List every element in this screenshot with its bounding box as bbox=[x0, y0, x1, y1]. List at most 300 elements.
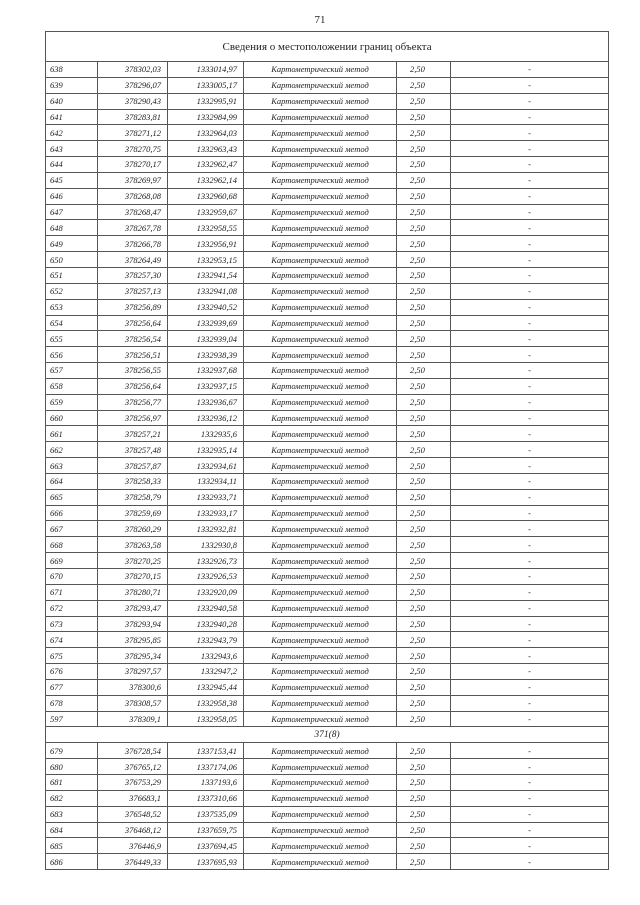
point-number-cell: 639 bbox=[46, 77, 98, 93]
point-number-cell: 650 bbox=[46, 252, 98, 268]
method-cell: Картометрический метод bbox=[244, 838, 397, 854]
note-cell: - bbox=[451, 125, 609, 141]
coordinate-y-cell: 1332932,81 bbox=[168, 521, 244, 537]
point-number-cell: 660 bbox=[46, 410, 98, 426]
point-number-cell: 662 bbox=[46, 442, 98, 458]
point-number-cell: 653 bbox=[46, 299, 98, 315]
table-row bbox=[46, 553, 609, 569]
coordinate-y-cell: 1332930,8 bbox=[168, 537, 244, 553]
table-row bbox=[46, 125, 609, 141]
coordinate-y-cell: 1332934,11 bbox=[168, 473, 244, 489]
table-row bbox=[46, 473, 609, 489]
coordinate-y-cell: 1332933,71 bbox=[168, 489, 244, 505]
method-cell: Картометрический метод bbox=[244, 410, 397, 426]
precision-cell: 2,50 bbox=[397, 410, 451, 426]
coordinate-y-cell: 1332926,73 bbox=[168, 553, 244, 569]
note-cell: - bbox=[451, 188, 609, 204]
table-row bbox=[46, 822, 609, 838]
table-row bbox=[46, 711, 609, 727]
point-number-cell: 668 bbox=[46, 537, 98, 553]
method-cell: Картометрический метод bbox=[244, 774, 397, 790]
method-cell: Картометрический метод bbox=[244, 125, 397, 141]
coordinate-y-cell: 1332935,14 bbox=[168, 442, 244, 458]
precision-cell: 2,50 bbox=[397, 172, 451, 188]
precision-cell: 2,50 bbox=[397, 537, 451, 553]
table-row bbox=[46, 93, 609, 109]
table-row bbox=[46, 632, 609, 648]
note-cell: - bbox=[451, 569, 609, 585]
table-row bbox=[46, 774, 609, 790]
point-number-cell: 672 bbox=[46, 600, 98, 616]
note-cell: - bbox=[451, 283, 609, 299]
coordinate-y-cell: 1332947,2 bbox=[168, 664, 244, 680]
table-row bbox=[46, 394, 609, 410]
precision-cell: 2,50 bbox=[397, 378, 451, 394]
coordinate-x-cell: 378309,1 bbox=[98, 711, 168, 727]
method-cell: Картометрический метод bbox=[244, 664, 397, 680]
point-number-cell: 670 bbox=[46, 569, 98, 585]
point-number-cell: 641 bbox=[46, 109, 98, 125]
precision-cell: 2,50 bbox=[397, 77, 451, 93]
method-cell: Картометрический метод bbox=[244, 759, 397, 775]
coordinate-y-cell: 1332935,6 bbox=[168, 426, 244, 442]
coordinate-y-cell: 1332937,68 bbox=[168, 363, 244, 379]
coordinate-x-cell: 378270,75 bbox=[98, 141, 168, 157]
method-cell: Картометрический метод bbox=[244, 157, 397, 173]
precision-cell: 2,50 bbox=[397, 157, 451, 173]
point-number-cell: 648 bbox=[46, 220, 98, 236]
table-row bbox=[46, 743, 609, 759]
table-row bbox=[46, 378, 609, 394]
coordinate-x-cell: 378256,55 bbox=[98, 363, 168, 379]
precision-cell: 2,50 bbox=[397, 759, 451, 775]
coordinate-x-cell: 378258,79 bbox=[98, 489, 168, 505]
precision-cell: 2,50 bbox=[397, 426, 451, 442]
point-number-cell: 666 bbox=[46, 505, 98, 521]
point-number-cell: 664 bbox=[46, 473, 98, 489]
coordinate-y-cell: 1332920,09 bbox=[168, 584, 244, 600]
note-cell: - bbox=[451, 473, 609, 489]
precision-cell: 2,50 bbox=[397, 204, 451, 220]
coordinate-x-cell: 378256,64 bbox=[98, 378, 168, 394]
method-cell: Картометрический метод bbox=[244, 553, 397, 569]
coordinate-x-cell: 378257,87 bbox=[98, 458, 168, 474]
coordinate-y-cell: 1332939,69 bbox=[168, 315, 244, 331]
table-row bbox=[46, 426, 609, 442]
coordinate-x-cell: 378290,43 bbox=[98, 93, 168, 109]
method-cell: Картометрический метод bbox=[244, 695, 397, 711]
note-cell: - bbox=[451, 822, 609, 838]
method-cell: Картометрический метод bbox=[244, 188, 397, 204]
coordinate-y-cell: 1337153,41 bbox=[168, 743, 244, 759]
coordinate-x-cell: 376753,29 bbox=[98, 774, 168, 790]
precision-cell: 2,50 bbox=[397, 521, 451, 537]
coordinate-x-cell: 378257,30 bbox=[98, 267, 168, 283]
precision-cell: 2,50 bbox=[397, 236, 451, 252]
point-number-cell: 667 bbox=[46, 521, 98, 537]
method-cell: Картометрический метод bbox=[244, 679, 397, 695]
method-cell: Картометрический метод bbox=[244, 252, 397, 268]
coordinate-x-cell: 378259,69 bbox=[98, 505, 168, 521]
precision-cell: 2,50 bbox=[397, 838, 451, 854]
precision-cell: 2,50 bbox=[397, 505, 451, 521]
point-number-cell: 647 bbox=[46, 204, 98, 220]
coordinate-x-cell: 378267,78 bbox=[98, 220, 168, 236]
precision-cell: 2,50 bbox=[397, 695, 451, 711]
page-number: 71 bbox=[314, 14, 326, 26]
note-cell: - bbox=[451, 252, 609, 268]
section-row bbox=[46, 727, 609, 743]
point-number-cell: 676 bbox=[46, 664, 98, 680]
coordinate-y-cell: 1337193,6 bbox=[168, 774, 244, 790]
note-cell: - bbox=[451, 331, 609, 347]
boundary-coordinates-table bbox=[45, 31, 608, 870]
precision-cell: 2,50 bbox=[397, 854, 451, 870]
table-row bbox=[46, 664, 609, 680]
note-cell: - bbox=[451, 347, 609, 363]
coordinate-y-cell: 1332962,14 bbox=[168, 172, 244, 188]
coordinate-y-cell: 1332964,03 bbox=[168, 125, 244, 141]
table-row bbox=[46, 62, 609, 78]
method-cell: Картометрический метод bbox=[244, 505, 397, 521]
coordinate-x-cell: 376468,12 bbox=[98, 822, 168, 838]
table-row bbox=[46, 838, 609, 854]
point-number-cell: 646 bbox=[46, 188, 98, 204]
point-number-cell: 659 bbox=[46, 394, 98, 410]
method-cell: Картометрический метод bbox=[244, 315, 397, 331]
method-cell: Картометрический метод bbox=[244, 394, 397, 410]
precision-cell: 2,50 bbox=[397, 790, 451, 806]
precision-cell: 2,50 bbox=[397, 299, 451, 315]
coordinate-y-cell: 1332958,55 bbox=[168, 220, 244, 236]
table-row bbox=[46, 347, 609, 363]
table-row bbox=[46, 299, 609, 315]
table-row bbox=[46, 109, 609, 125]
precision-cell: 2,50 bbox=[397, 315, 451, 331]
note-cell: - bbox=[451, 537, 609, 553]
table-title: Сведения о местоположении границ объекта bbox=[46, 32, 609, 62]
method-cell: Картометрический метод bbox=[244, 711, 397, 727]
precision-cell: 2,50 bbox=[397, 743, 451, 759]
method-cell: Картометрический метод bbox=[244, 600, 397, 616]
precision-cell: 2,50 bbox=[397, 283, 451, 299]
coordinate-y-cell: 1332936,67 bbox=[168, 394, 244, 410]
coordinate-y-cell: 1332938,39 bbox=[168, 347, 244, 363]
point-number-cell: 656 bbox=[46, 347, 98, 363]
table-row bbox=[46, 569, 609, 585]
coordinate-x-cell: 378266,78 bbox=[98, 236, 168, 252]
table-row bbox=[46, 267, 609, 283]
coordinate-x-cell: 378256,89 bbox=[98, 299, 168, 315]
method-cell: Картометрический метод bbox=[244, 648, 397, 664]
precision-cell: 2,50 bbox=[397, 125, 451, 141]
table-row bbox=[46, 695, 609, 711]
coordinate-y-cell: 1332995,91 bbox=[168, 93, 244, 109]
note-cell: - bbox=[451, 410, 609, 426]
coordinate-y-cell: 1332956,91 bbox=[168, 236, 244, 252]
table-row bbox=[46, 806, 609, 822]
precision-cell: 2,50 bbox=[397, 822, 451, 838]
method-cell: Картометрический метод bbox=[244, 77, 397, 93]
table-row bbox=[46, 172, 609, 188]
precision-cell: 2,50 bbox=[397, 62, 451, 78]
coordinate-x-cell: 378271,12 bbox=[98, 125, 168, 141]
coordinate-x-cell: 378270,15 bbox=[98, 569, 168, 585]
point-number-cell: 678 bbox=[46, 695, 98, 711]
coordinate-x-cell: 378257,48 bbox=[98, 442, 168, 458]
coordinate-y-cell: 1332939,04 bbox=[168, 331, 244, 347]
coordinate-y-cell: 1332936,12 bbox=[168, 410, 244, 426]
note-cell: - bbox=[451, 584, 609, 600]
note-cell: - bbox=[451, 711, 609, 727]
note-cell: - bbox=[451, 315, 609, 331]
point-number-cell: 640 bbox=[46, 93, 98, 109]
coordinate-y-cell: 1332941,08 bbox=[168, 283, 244, 299]
coordinate-x-cell: 378269,97 bbox=[98, 172, 168, 188]
coordinate-y-cell: 1332960,68 bbox=[168, 188, 244, 204]
method-cell: Картометрический метод bbox=[244, 489, 397, 505]
method-cell: Картометрический метод bbox=[244, 172, 397, 188]
note-cell: - bbox=[451, 759, 609, 775]
coordinate-y-cell: 1332953,15 bbox=[168, 252, 244, 268]
table-row bbox=[46, 77, 609, 93]
point-number-cell: 685 bbox=[46, 838, 98, 854]
note-cell: - bbox=[451, 838, 609, 854]
method-cell: Картометрический метод bbox=[244, 236, 397, 252]
method-cell: Картометрический метод bbox=[244, 632, 397, 648]
coordinate-x-cell: 376728,54 bbox=[98, 743, 168, 759]
precision-cell: 2,50 bbox=[397, 220, 451, 236]
coordinate-y-cell: 1332984,99 bbox=[168, 109, 244, 125]
method-cell: Картометрический метод bbox=[244, 569, 397, 585]
coordinate-y-cell: 1332933,17 bbox=[168, 505, 244, 521]
note-cell: - bbox=[451, 664, 609, 680]
point-number-cell: 684 bbox=[46, 822, 98, 838]
coordinate-x-cell: 376548,52 bbox=[98, 806, 168, 822]
method-cell: Картометрический метод bbox=[244, 347, 397, 363]
note-cell: - bbox=[451, 600, 609, 616]
table-row bbox=[46, 600, 609, 616]
coordinate-x-cell: 378256,97 bbox=[98, 410, 168, 426]
coordinate-y-cell: 1332940,58 bbox=[168, 600, 244, 616]
note-cell: - bbox=[451, 458, 609, 474]
point-number-cell: 663 bbox=[46, 458, 98, 474]
coordinate-y-cell: 1332958,05 bbox=[168, 711, 244, 727]
coordinate-y-cell: 1337659,75 bbox=[168, 822, 244, 838]
table-row bbox=[46, 204, 609, 220]
coordinate-x-cell: 378270,25 bbox=[98, 553, 168, 569]
coordinate-y-cell: 1337310,66 bbox=[168, 790, 244, 806]
table-row bbox=[46, 157, 609, 173]
precision-cell: 2,50 bbox=[397, 394, 451, 410]
table-row bbox=[46, 521, 609, 537]
point-number-cell: 638 bbox=[46, 62, 98, 78]
precision-cell: 2,50 bbox=[397, 93, 451, 109]
coordinate-y-cell: 1333005,17 bbox=[168, 77, 244, 93]
note-cell: - bbox=[451, 378, 609, 394]
table-row bbox=[46, 410, 609, 426]
method-cell: Картометрический метод bbox=[244, 204, 397, 220]
coordinate-x-cell: 378256,51 bbox=[98, 347, 168, 363]
point-number-cell: 686 bbox=[46, 854, 98, 870]
precision-cell: 2,50 bbox=[397, 252, 451, 268]
method-cell: Картометрический метод bbox=[244, 743, 397, 759]
method-cell: Картометрический метод bbox=[244, 616, 397, 632]
method-cell: Картометрический метод bbox=[244, 378, 397, 394]
table-row bbox=[46, 616, 609, 632]
method-cell: Картометрический метод bbox=[244, 267, 397, 283]
coordinate-x-cell: 378258,33 bbox=[98, 473, 168, 489]
coordinate-x-cell: 378263,58 bbox=[98, 537, 168, 553]
method-cell: Картометрический метод bbox=[244, 141, 397, 157]
note-cell: - bbox=[451, 806, 609, 822]
coordinate-y-cell: 1332937,15 bbox=[168, 378, 244, 394]
coordinate-y-cell: 1332934,61 bbox=[168, 458, 244, 474]
method-cell: Картометрический метод bbox=[244, 537, 397, 553]
point-number-cell: 657 bbox=[46, 363, 98, 379]
precision-cell: 2,50 bbox=[397, 553, 451, 569]
point-number-cell: 655 bbox=[46, 331, 98, 347]
note-cell: - bbox=[451, 109, 609, 125]
table-row bbox=[46, 141, 609, 157]
point-number-cell: 681 bbox=[46, 774, 98, 790]
table-row bbox=[46, 648, 609, 664]
precision-cell: 2,50 bbox=[397, 664, 451, 680]
note-cell: - bbox=[451, 236, 609, 252]
coordinate-x-cell: 376683,1 bbox=[98, 790, 168, 806]
table-row bbox=[46, 759, 609, 775]
method-cell: Картометрический метод bbox=[244, 426, 397, 442]
coordinate-x-cell: 378296,07 bbox=[98, 77, 168, 93]
coordinate-x-cell: 378270,17 bbox=[98, 157, 168, 173]
note-cell: - bbox=[451, 267, 609, 283]
precision-cell: 2,50 bbox=[397, 188, 451, 204]
method-cell: Картометрический метод bbox=[244, 283, 397, 299]
table-row bbox=[46, 854, 609, 870]
point-number-cell: 665 bbox=[46, 489, 98, 505]
table-row bbox=[46, 537, 609, 553]
precision-cell: 2,50 bbox=[397, 679, 451, 695]
coordinate-x-cell: 378308,57 bbox=[98, 695, 168, 711]
coordinate-y-cell: 1332963,43 bbox=[168, 141, 244, 157]
coordinate-y-cell: 1332958,38 bbox=[168, 695, 244, 711]
table-row bbox=[46, 315, 609, 331]
point-number-cell: 673 bbox=[46, 616, 98, 632]
coordinate-x-cell: 378293,94 bbox=[98, 616, 168, 632]
note-cell: - bbox=[451, 157, 609, 173]
coordinate-x-cell: 378297,57 bbox=[98, 664, 168, 680]
precision-cell: 2,50 bbox=[397, 569, 451, 585]
method-cell: Картометрический метод bbox=[244, 299, 397, 315]
note-cell: - bbox=[451, 426, 609, 442]
coordinate-x-cell: 378280,71 bbox=[98, 584, 168, 600]
method-cell: Картометрический метод bbox=[244, 109, 397, 125]
point-number-cell: 674 bbox=[46, 632, 98, 648]
point-number-cell: 651 bbox=[46, 267, 98, 283]
table-row bbox=[46, 458, 609, 474]
note-cell: - bbox=[451, 62, 609, 78]
coordinate-x-cell: 378293,47 bbox=[98, 600, 168, 616]
point-number-cell: 643 bbox=[46, 141, 98, 157]
table-row bbox=[46, 790, 609, 806]
precision-cell: 2,50 bbox=[397, 600, 451, 616]
coordinate-y-cell: 1337695,93 bbox=[168, 854, 244, 870]
coordinate-y-cell: 1332926,53 bbox=[168, 569, 244, 585]
coordinate-x-cell: 378302,03 bbox=[98, 62, 168, 78]
precision-cell: 2,50 bbox=[397, 473, 451, 489]
point-number-cell: 661 bbox=[46, 426, 98, 442]
coordinate-x-cell: 376446,9 bbox=[98, 838, 168, 854]
point-number-cell: 645 bbox=[46, 172, 98, 188]
note-cell: - bbox=[451, 553, 609, 569]
precision-cell: 2,50 bbox=[397, 616, 451, 632]
note-cell: - bbox=[451, 790, 609, 806]
precision-cell: 2,50 bbox=[397, 458, 451, 474]
method-cell: Картометрический метод bbox=[244, 790, 397, 806]
note-cell: - bbox=[451, 648, 609, 664]
note-cell: - bbox=[451, 93, 609, 109]
table-row bbox=[46, 283, 609, 299]
coordinate-x-cell: 378256,54 bbox=[98, 331, 168, 347]
point-number-cell: 682 bbox=[46, 790, 98, 806]
note-cell: - bbox=[451, 77, 609, 93]
table-row bbox=[46, 442, 609, 458]
note-cell: - bbox=[451, 632, 609, 648]
table-row bbox=[46, 188, 609, 204]
table-row bbox=[46, 220, 609, 236]
method-cell: Картометрический метод bbox=[244, 473, 397, 489]
point-number-cell: 649 bbox=[46, 236, 98, 252]
coordinate-y-cell: 1337174,06 bbox=[168, 759, 244, 775]
note-cell: - bbox=[451, 774, 609, 790]
note-cell: - bbox=[451, 141, 609, 157]
precision-cell: 2,50 bbox=[397, 141, 451, 157]
point-number-cell: 671 bbox=[46, 584, 98, 600]
precision-cell: 2,50 bbox=[397, 442, 451, 458]
method-cell: Картометрический метод bbox=[244, 458, 397, 474]
note-cell: - bbox=[451, 489, 609, 505]
precision-cell: 2,50 bbox=[397, 774, 451, 790]
table-row bbox=[46, 679, 609, 695]
method-cell: Картометрический метод bbox=[244, 62, 397, 78]
point-number-cell: 680 bbox=[46, 759, 98, 775]
precision-cell: 2,50 bbox=[397, 711, 451, 727]
coordinate-y-cell: 1332943,79 bbox=[168, 632, 244, 648]
method-cell: Картометрический метод bbox=[244, 442, 397, 458]
table-row bbox=[46, 489, 609, 505]
method-cell: Картометрический метод bbox=[244, 584, 397, 600]
coordinate-x-cell: 378257,21 bbox=[98, 426, 168, 442]
note-cell: - bbox=[451, 695, 609, 711]
table-row bbox=[46, 505, 609, 521]
coordinate-y-cell: 1332941,54 bbox=[168, 267, 244, 283]
note-cell: - bbox=[451, 394, 609, 410]
note-cell: - bbox=[451, 679, 609, 695]
coordinate-x-cell: 378268,08 bbox=[98, 188, 168, 204]
coordinate-x-cell: 378300,6 bbox=[98, 679, 168, 695]
coordinate-y-cell: 1332940,28 bbox=[168, 616, 244, 632]
point-number-cell: 679 bbox=[46, 743, 98, 759]
coordinate-x-cell: 378283,81 bbox=[98, 109, 168, 125]
method-cell: Картометрический метод bbox=[244, 822, 397, 838]
note-cell: - bbox=[451, 363, 609, 379]
precision-cell: 2,50 bbox=[397, 109, 451, 125]
method-cell: Картометрический метод bbox=[244, 331, 397, 347]
coordinate-y-cell: 1332959,67 bbox=[168, 204, 244, 220]
method-cell: Картометрический метод bbox=[244, 363, 397, 379]
point-number-cell: 677 bbox=[46, 679, 98, 695]
section-label: 371(8) bbox=[46, 727, 609, 743]
